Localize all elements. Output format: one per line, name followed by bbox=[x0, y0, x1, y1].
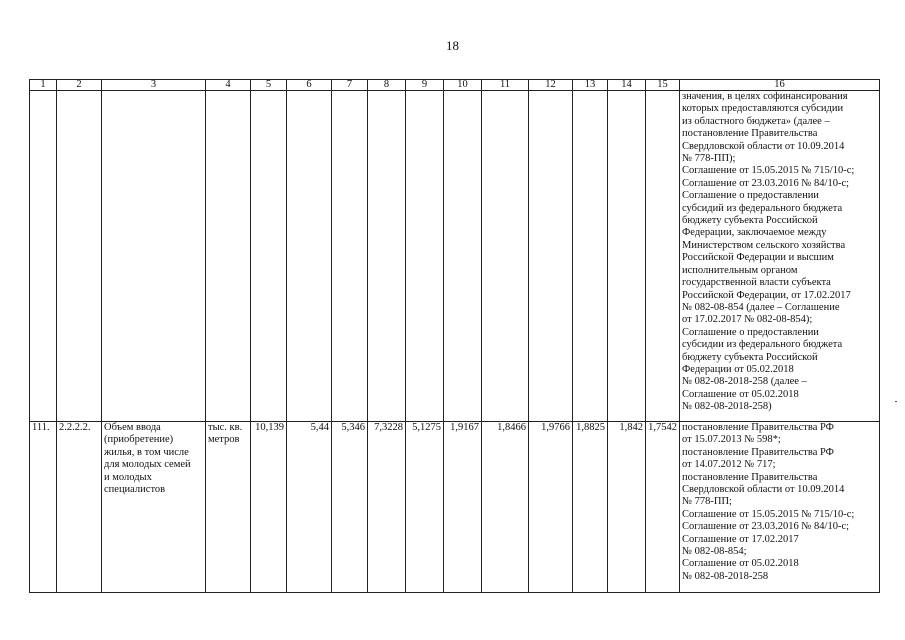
text-line: Соглашение от 23.03.2016 № 84/10-с; bbox=[682, 177, 850, 189]
value-cell: 1,9766 bbox=[529, 422, 573, 593]
text-line: тыс. кв. bbox=[208, 422, 243, 433]
header-cell: 8 bbox=[368, 80, 406, 91]
header-cell: 15 bbox=[646, 80, 680, 91]
text-line: постановление Правительства bbox=[682, 128, 818, 140]
value-cell: 1,842 bbox=[608, 422, 646, 593]
text-line: Свердловской области от 10.09.2014 bbox=[682, 484, 845, 496]
text-line: от 17.02.2017 № 082-08-854); bbox=[682, 314, 813, 326]
header-cell: 12 bbox=[529, 80, 573, 91]
text-line: Соглашение от 15.05.2015 № 715/10-с; bbox=[682, 508, 855, 520]
table-cell bbox=[444, 91, 482, 422]
text-line: из областного бюджета» (далее – bbox=[682, 115, 830, 127]
table-cell bbox=[332, 91, 368, 422]
table-cell bbox=[608, 91, 646, 422]
value-cell: 1,9167 bbox=[444, 422, 482, 593]
value-cell: 7,3228 bbox=[368, 422, 406, 593]
value-cell: 1,7542 bbox=[646, 422, 680, 593]
text-line: Соглашение от 05.02.2018 bbox=[682, 558, 799, 570]
table-cell bbox=[406, 91, 444, 422]
table-cell bbox=[368, 91, 406, 422]
header-cell: 11 bbox=[482, 80, 529, 91]
table-cell bbox=[573, 91, 608, 422]
value-cell: 1,8825 bbox=[573, 422, 608, 593]
table-cell bbox=[102, 91, 206, 422]
text-line: от 14.07.2012 № 717; bbox=[682, 459, 776, 471]
text-line: № 082-08-854 (далее – Соглашение bbox=[682, 301, 840, 313]
header-cell: 16 bbox=[680, 80, 880, 91]
text-line: Свердловской области от 10.09.2014 bbox=[682, 140, 845, 152]
text-line: которых предоставляются субсидии bbox=[682, 103, 844, 115]
header-cell: 14 bbox=[608, 80, 646, 91]
text-line: значения, в целях софинансирования bbox=[682, 91, 848, 102]
text-line: Российской Федерации и высшим bbox=[682, 252, 834, 264]
header-cell: 4 bbox=[206, 80, 251, 91]
header-cell: 3 bbox=[102, 80, 206, 91]
table-cell bbox=[529, 91, 573, 422]
header-cell: 13 bbox=[573, 80, 608, 91]
value-cell: 10,139 bbox=[251, 422, 287, 593]
table-cell bbox=[646, 91, 680, 422]
scan-speck bbox=[895, 401, 897, 402]
table-cell bbox=[251, 91, 287, 422]
table-cell bbox=[30, 91, 57, 422]
row-number-cell: 111. bbox=[30, 422, 57, 593]
text-line: исполнительным органом bbox=[682, 264, 798, 276]
text-line: и молодых bbox=[104, 471, 152, 483]
text-line: специалистов bbox=[104, 484, 166, 496]
text-line: Объем ввода bbox=[104, 422, 161, 433]
text-line: Соглашение от 17.02.2017 bbox=[682, 533, 799, 545]
legal-basis-cell bbox=[680, 91, 880, 422]
text-line: (приобретение) bbox=[104, 434, 174, 446]
value-cell: 5,44 bbox=[287, 422, 332, 593]
value-cell: 5,1275 bbox=[406, 422, 444, 593]
header-cell: 5 bbox=[251, 80, 287, 91]
text-line: № 082-08-2018-258) bbox=[682, 401, 772, 413]
value-cell: 5,346 bbox=[332, 422, 368, 593]
header-cell: 10 bbox=[444, 80, 482, 91]
continuation-row bbox=[30, 91, 880, 422]
text-line: постановление Правительства РФ bbox=[682, 446, 834, 458]
text-line: от 15.07.2013 № 598*; bbox=[682, 434, 781, 446]
indicator-name-cell bbox=[102, 422, 206, 593]
text-line: бюджету субъекта Российской bbox=[682, 215, 818, 227]
value-cell: 1,8466 bbox=[482, 422, 529, 593]
text-line: Соглашение о предоставлении bbox=[682, 190, 819, 202]
header-cell: 9 bbox=[406, 80, 444, 91]
text-line: Соглашение от 15.05.2015 № 715/10-с; bbox=[682, 165, 855, 177]
text-line: субсидий из федерального бюджета bbox=[682, 202, 843, 214]
text-line: № 082-08-2018-258 bbox=[682, 570, 769, 582]
text-line: Министерством сельского хозяйства bbox=[682, 239, 846, 251]
text-line: № 778-ПП); bbox=[682, 153, 736, 165]
text-line: Российской Федерации, от 17.02.2017 bbox=[682, 289, 851, 301]
header-cell: 6 bbox=[287, 80, 332, 91]
text-line: № 082-08-2018-258 (далее – bbox=[682, 376, 807, 388]
table-cell bbox=[287, 91, 332, 422]
targets-table bbox=[29, 79, 880, 593]
text-line: постановление Правительства РФ bbox=[682, 422, 834, 433]
legal-basis-cell bbox=[680, 422, 880, 593]
item-code-cell: 2.2.2.2. bbox=[57, 422, 102, 593]
text-line: № 778-ПП; bbox=[682, 496, 732, 508]
header-cell: 2 bbox=[57, 80, 102, 91]
text-line: государственной власти субъекта bbox=[682, 277, 831, 289]
text-line: Соглашение от 05.02.2018 bbox=[682, 388, 799, 400]
text-line: для молодых семей bbox=[104, 459, 191, 471]
text-line: субсидии из федерального бюджета bbox=[682, 339, 843, 351]
unit-cell bbox=[206, 422, 251, 593]
text-line: Федерации от 05.02.2018 bbox=[682, 363, 794, 375]
text-line: постановление Правительства bbox=[682, 471, 818, 483]
text-line: № 082-08-854; bbox=[682, 546, 747, 558]
text-line: Соглашение о предоставлении bbox=[682, 326, 819, 338]
text-line: метров bbox=[208, 434, 240, 446]
header-cell: 1 bbox=[30, 80, 57, 91]
page-number: 18 bbox=[446, 38, 459, 53]
text-line: Федерации, заключаемое между bbox=[682, 227, 827, 239]
table-cell bbox=[57, 91, 102, 422]
table-cell bbox=[482, 91, 529, 422]
table-cell bbox=[206, 91, 251, 422]
header-row bbox=[30, 80, 880, 91]
header-cell: 7 bbox=[332, 80, 368, 91]
text-line: бюджету субъекта Российской bbox=[682, 351, 818, 363]
text-line: Соглашение от 23.03.2016 № 84/10-с; bbox=[682, 521, 850, 533]
text-line: жилья, в том числе bbox=[104, 446, 189, 458]
table-row-111 bbox=[30, 422, 880, 593]
